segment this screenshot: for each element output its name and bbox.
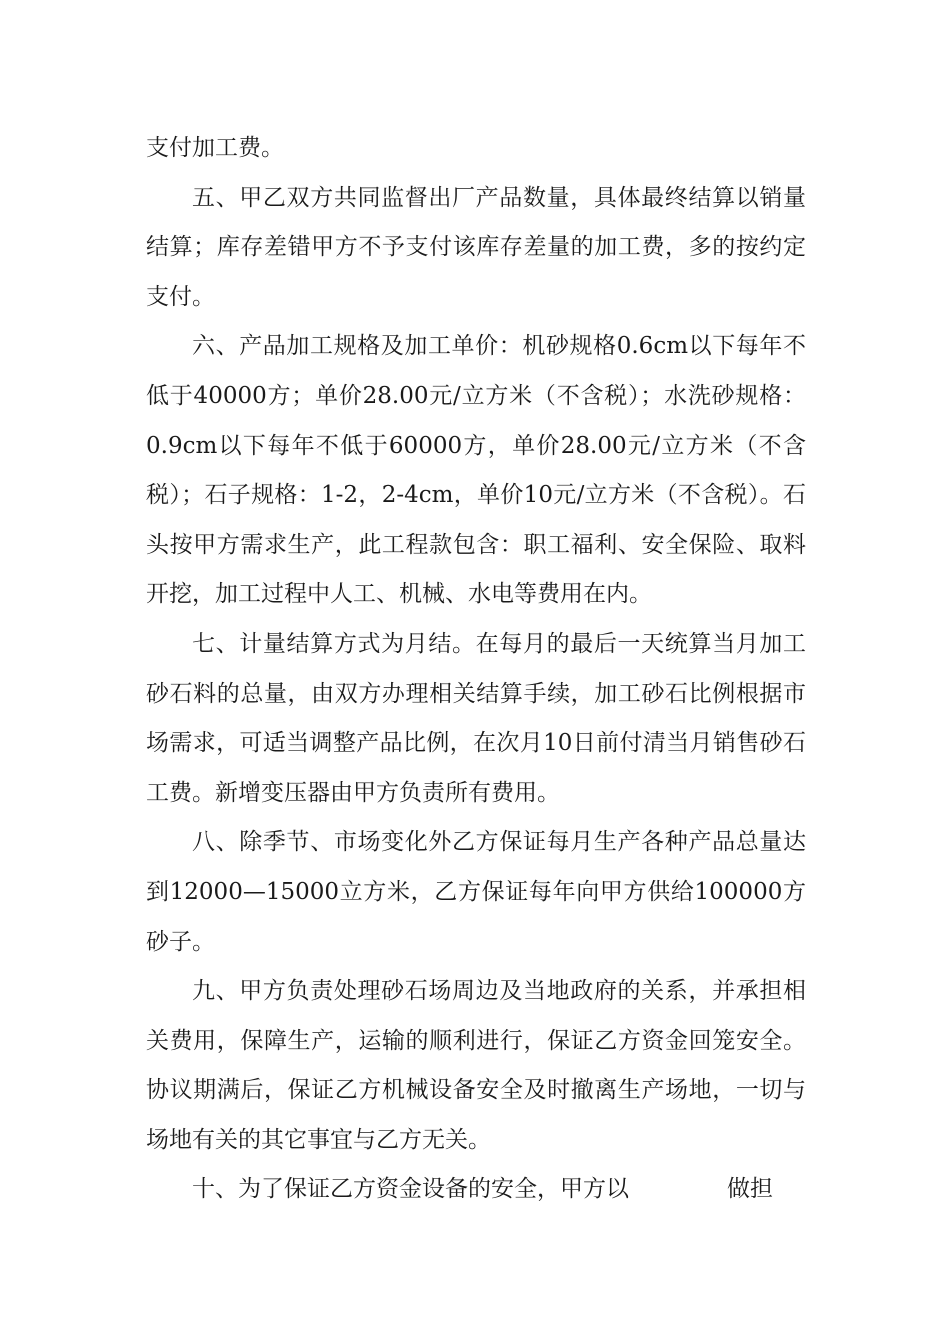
paragraph-clause-8: 八、除季节、市场变化外乙方保证每月生产各种产品总量达到12000—15000立方米，乙方保证每年向甲方供给100000方砂子。 <box>146 829 806 955</box>
paragraph-clause-7: 七、计量结算方式为月结。在每月的最后一天统算当月加工砂石料的总量，由双方办理相关结算手续，加工砂石比例根据市场需求，可适当调整产品比例，在次月10日前付清当月销售砂石工费。新增变压器由甲方负责所有费用。 <box>146 630 806 806</box>
paragraph-clause-10 <box>146 1165 806 1215</box>
paragraph-clause-5: 五、甲乙双方共同监督出厂产品数量，具体最终结算以销量结算；库存差错甲方不予支付该库存差量的加工费，多的按约定支付。 <box>146 184 806 310</box>
document-page <box>146 124 806 1215</box>
paragraph-continuation: 支付加工费。 <box>146 135 284 161</box>
paragraph-clause-6: 六、产品加工规格及加工单价：机砂规格0.6cm以下每年不低于40000方；单价28.00元/立方米（不含税）；水洗砂规格：0.9cm以下每年不低于60000方，单价28.00元/立方米（不含税）；石子规格：1-2，2-4cm，单价10元/立方米（不含税）。石头按甲方需求生产，此工程款包含：职工福利、安全保险、取料开挖，加工过程中人工、机械、水电等费用在内。 <box>146 333 806 608</box>
clause-10-text-end: 做担 <box>727 1176 773 1203</box>
paragraph-clause-9: 九、甲方负责处理砂石场周边及当地政府的关系，并承担相关费用，保障生产，运输的顺利进行，保证乙方资金回笼安全。协议期满后，保证乙方机械设备安全及时撤离生产场地，一切与场地有关的其它事宜与乙方无关。 <box>146 978 806 1153</box>
clause-10-text-start: 十、为了保证乙方资金设备的安全，甲方以 <box>192 1176 629 1203</box>
